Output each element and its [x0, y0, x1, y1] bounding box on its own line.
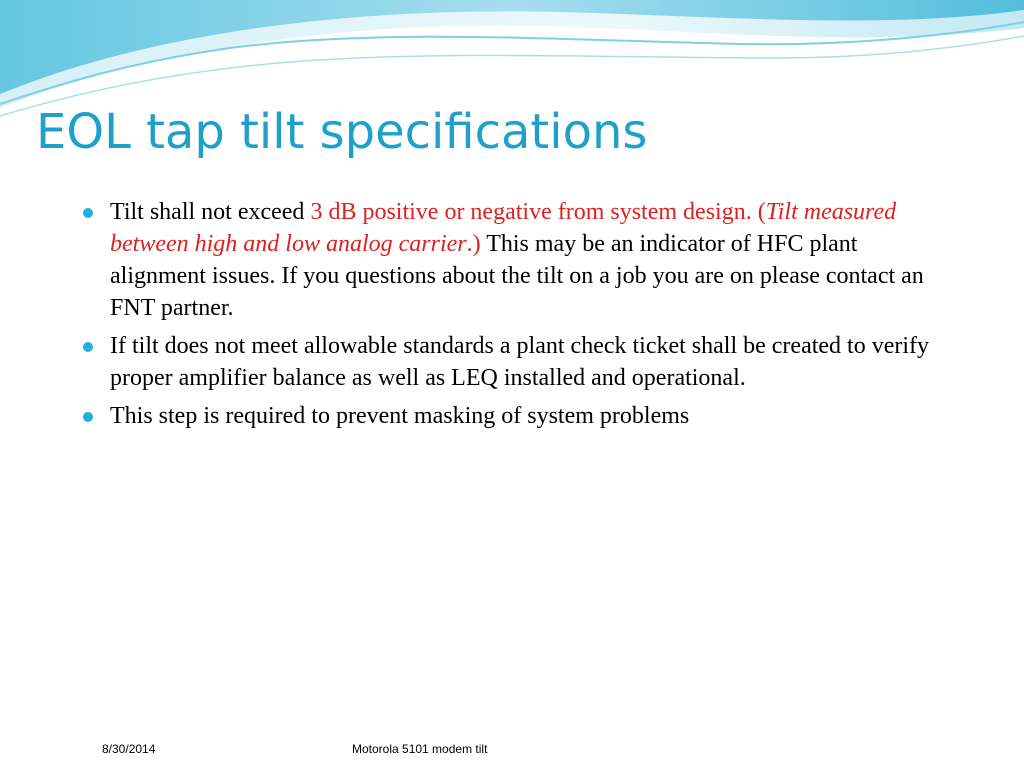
- bullet-text-normal: This step is required to prevent masking of system problems: [110, 403, 690, 429]
- bullet-dot-icon: [83, 208, 93, 218]
- bullet-text-normal: If tilt does not meet allowable standards a plant check ticket shall be created to verify proper amplifier balance as well as LEQ installed and operational.: [110, 333, 930, 391]
- bullet-item-tilt-limit: [80, 196, 930, 324]
- bullet-dot-icon: [83, 412, 93, 422]
- bullet-dot-icon: [83, 342, 93, 352]
- slide-title: EOL tap tilt specifications: [36, 104, 648, 160]
- bullet-item-required-step: [80, 400, 930, 432]
- tilt-measurement-note-close: .): [466, 231, 481, 257]
- bullet-list: [80, 196, 930, 438]
- footer-date: 8/30/2014: [102, 742, 156, 756]
- footer-title: Motorola 5101 modem tilt: [352, 742, 488, 756]
- bullet-item-plant-check: [80, 330, 930, 394]
- tilt-measurement-note: Tilt measured between high and low analog carrier: [110, 199, 897, 257]
- tilt-limit-highlight: 3 dB positive or negative from system design. (: [310, 199, 766, 225]
- bullet-text-normal: This may be an indicator of HFC plant alignment issues. If you questions about the tilt on a job you are on please contact an FNT partner.: [110, 231, 924, 321]
- bullet-text-normal: Tilt shall not exceed: [110, 199, 311, 225]
